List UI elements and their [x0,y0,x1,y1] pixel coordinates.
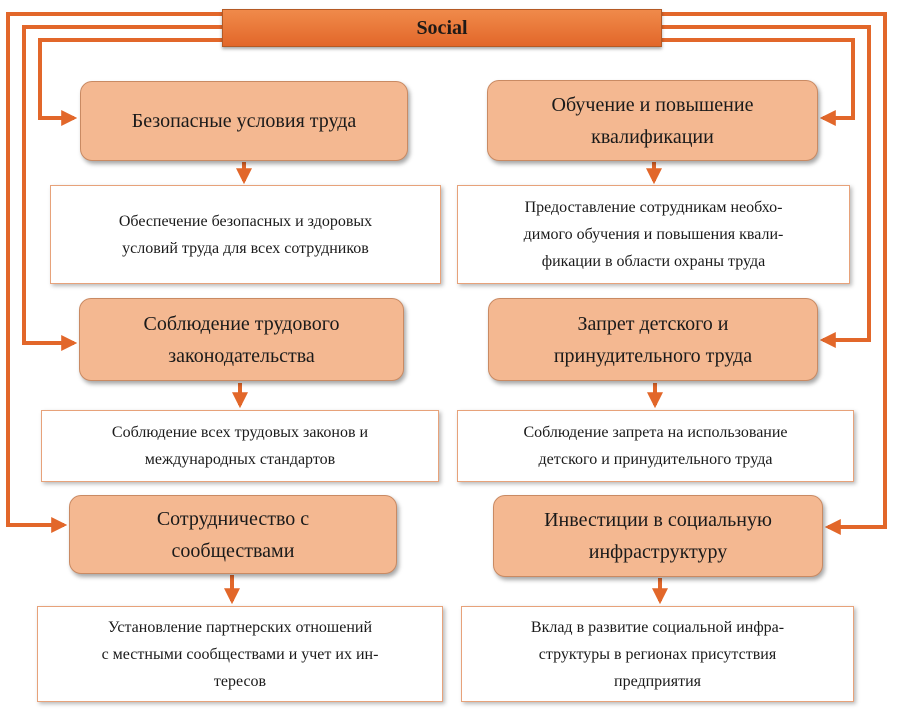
root-node-social [222,9,662,47]
node-title: Запрет детского и принудительного труда [553,312,753,367]
node-title: Инвестиции в социальную инфраструктуру [544,509,772,563]
connector-root-to-right-2 [660,27,869,340]
node-community-cooperation [69,495,397,574]
node-title: Сотрудничество с сообществами [156,507,310,562]
node-title: Обучение и повышение квалификации [551,93,754,148]
desc-labor-law-compliance [41,410,439,482]
desc-text: Предоставление сотрудникам необхо- димого обучения и повышения квали- фикации в области охраны труда [523,199,784,270]
desc-training-qualification [457,185,850,284]
node-title: Соблюдение трудового законодательства [143,312,340,367]
node-labor-law-compliance [79,298,404,381]
desc-text: Соблюдение запрета на использование детского и принудительного труда [523,424,788,468]
node-safe-working-conditions [80,81,408,161]
desc-social-infrastructure-investment [461,606,854,702]
desc-safe-working-conditions [50,185,441,284]
desc-text: Установление партнерских отношений с местными сообществами и учет их ин- тересов [101,618,379,690]
node-child-forced-labor-ban [488,298,818,381]
desc-child-forced-labor-ban [457,410,854,482]
root-title: Social [416,16,468,39]
node-social-infrastructure-investment [493,495,823,577]
node-title: Безопасные условия труда [131,110,357,132]
desc-community-cooperation [37,606,443,702]
desc-text: Соблюдение всех трудовых законов и международных стандартов [111,424,369,468]
desc-text: Обеспечение безопасных и здоровых условий труда для всех сотрудников [118,212,373,257]
desc-text: Вклад в развитие социальной инфра- структуры в регионах присутствия предприятия [530,618,785,690]
node-training-qualification [487,80,818,161]
